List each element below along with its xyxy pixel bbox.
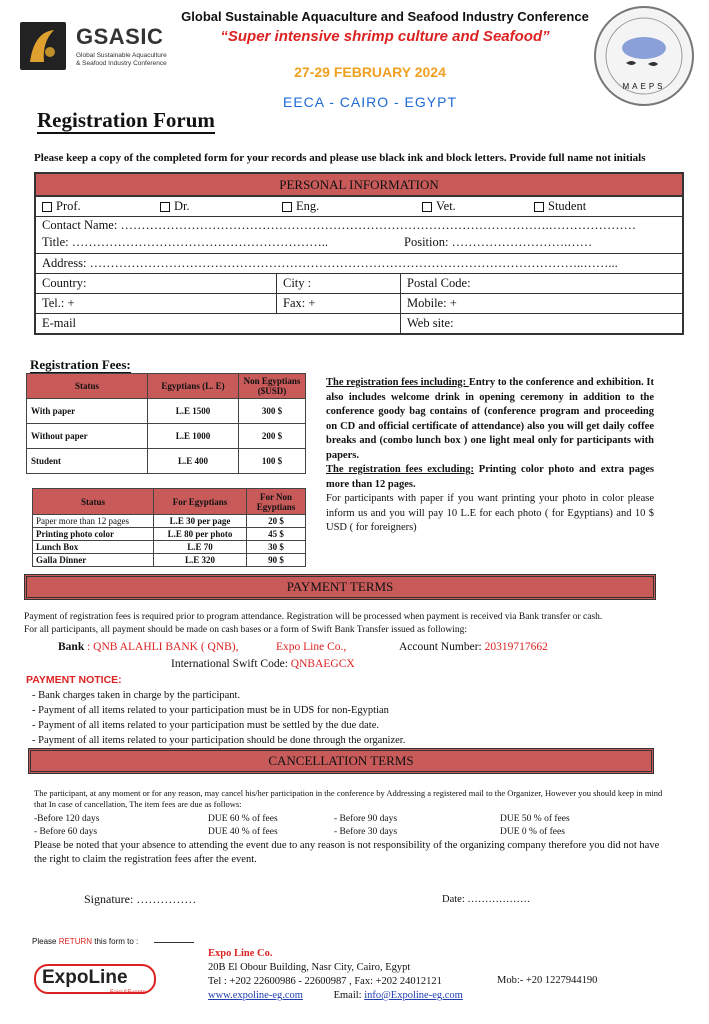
seal-text: MAEPS bbox=[622, 82, 666, 91]
extra-header-status: Status bbox=[33, 489, 154, 515]
checkbox-icon[interactable] bbox=[160, 202, 170, 212]
footer-contact bbox=[208, 947, 463, 1003]
registration-fees-table bbox=[26, 373, 306, 474]
extra-cell: 45 $ bbox=[247, 528, 306, 541]
photo-note: For participants with paper if you want printing your photo in color please inform us and you will pay 10 L.E for each photo ( for Egyptians) and 10 $ USD ( for foreigners) bbox=[326, 493, 654, 533]
option-student[interactable] bbox=[528, 199, 648, 214]
option-eng[interactable] bbox=[276, 199, 416, 214]
personal-info-heading-text: PERSONAL INFORMATION bbox=[279, 176, 439, 192]
fees-header-non-egyptians: Non Egyptians ($USD) bbox=[239, 374, 306, 399]
extra-header-egyptians: For Egyptians bbox=[154, 489, 247, 515]
option-label: Dr. bbox=[174, 199, 190, 213]
return-post: this form to : bbox=[92, 937, 139, 946]
fees-cell: With paper bbox=[27, 399, 148, 424]
fax-field[interactable]: Fax: + bbox=[276, 294, 400, 313]
swift-value: QNBAEGCX bbox=[290, 658, 355, 670]
logo-subtext-2: & Seafood Industry Conference bbox=[76, 60, 167, 67]
form-instructions: Please keep a copy of the completed form for your records and please use black ink and block letters. Provide full name not initials bbox=[34, 152, 646, 164]
schedule-cell: DUE 0 % of fees bbox=[500, 827, 565, 837]
fees-header-egyptians: Egyptians (L. E) bbox=[148, 374, 239, 399]
extra-header-non-egyptians: For Non Egyptians bbox=[247, 489, 306, 515]
payment-terms-heading-text: PAYMENT TERMS bbox=[286, 579, 394, 594]
title-field[interactable]: Title: …………………………………………………….. bbox=[42, 235, 329, 249]
checkbox-icon[interactable] bbox=[534, 202, 544, 212]
option-dr[interactable] bbox=[154, 199, 276, 214]
tel-field[interactable]: Tel.: + bbox=[42, 296, 75, 310]
extra-cell: L.E 320 bbox=[154, 554, 247, 567]
personal-information-section bbox=[34, 172, 684, 335]
table-row bbox=[27, 449, 306, 474]
fees-cell: L.E 1000 bbox=[148, 424, 239, 449]
fees-including-label: The registration fees including: bbox=[326, 377, 469, 388]
extra-cell: Paper more than 12 pages bbox=[33, 515, 154, 528]
payment-notice-title: PAYMENT NOTICE: bbox=[26, 674, 122, 686]
expoline-logo-sub: Fairs&Events bbox=[110, 990, 146, 996]
checkbox-icon[interactable] bbox=[42, 202, 52, 212]
fees-cell: Student bbox=[27, 449, 148, 474]
payment-terms-heading bbox=[24, 574, 656, 600]
fees-cell: 300 $ bbox=[239, 399, 306, 424]
schedule-cell: DUE 50 % of fees bbox=[500, 814, 570, 824]
bank-value: : QNB ALAHLI BANK ( QNB), bbox=[87, 641, 239, 653]
form-title: Registration Forum bbox=[37, 108, 215, 132]
option-label: Prof. bbox=[56, 199, 81, 213]
address-row bbox=[36, 253, 682, 273]
fees-description bbox=[326, 376, 654, 536]
location-row bbox=[36, 273, 682, 293]
conference-title: Global Sustainable Aquaculture and Seafood Industry Conference bbox=[181, 9, 589, 24]
expoline-logo-text: ExpoLine bbox=[42, 967, 128, 988]
table-row bbox=[33, 528, 306, 541]
option-label: Vet. bbox=[436, 199, 456, 213]
extra-cell: 20 $ bbox=[247, 515, 306, 528]
schedule-cell: - Before 30 days bbox=[334, 827, 398, 837]
table-row bbox=[34, 813, 570, 826]
conference-venue: EECA - CAIRO - EGYPT bbox=[282, 94, 458, 110]
table-row bbox=[33, 554, 306, 567]
return-highlight: RETURN bbox=[58, 937, 93, 946]
fees-excluding-label: The registration fees excluding: bbox=[326, 464, 474, 475]
fees-cell: L.E 400 bbox=[148, 449, 239, 474]
account-value: 20319717662 bbox=[484, 641, 548, 653]
account-line bbox=[399, 641, 548, 653]
email-row bbox=[36, 313, 682, 333]
list-item: - Payment of all items related to your participation must be settled by the due date. bbox=[32, 720, 379, 731]
logo-text: GSASIC bbox=[76, 24, 164, 49]
table-row bbox=[34, 826, 570, 839]
extra-cell: L.E 30 per page bbox=[154, 515, 247, 528]
table-row bbox=[27, 399, 306, 424]
list-item: - Payment of all items related to your participation must be in UDS for non-Egyptian bbox=[32, 705, 389, 716]
conference-dates: 27-29 FEBRUARY 2024 bbox=[294, 64, 446, 80]
footer-tel: Tel : +202 22600986 - 22600987 , Fax: +202 24012121 bbox=[208, 976, 442, 987]
fees-cell: L.E 1500 bbox=[148, 399, 239, 424]
checkbox-icon[interactable] bbox=[282, 202, 292, 212]
schedule-cell: DUE 40 % of fees bbox=[208, 827, 278, 837]
option-label: Eng. bbox=[296, 199, 320, 213]
logo-subtext-1: Global Sustainable Aquaculture bbox=[76, 52, 167, 59]
maeps-seal bbox=[594, 6, 694, 106]
cancellation-paragraph: The participant, at any moment or for any reason, may cancel his/her participation in the conference by Addressing a registered mail to the Organizer, However you should keep in mind that In case of cancellation, The item fees are due as follows: bbox=[34, 788, 663, 809]
footer-phone-line bbox=[208, 975, 463, 989]
phone-row bbox=[36, 293, 682, 313]
expoline-logo bbox=[34, 962, 154, 998]
checkbox-icon[interactable] bbox=[422, 202, 432, 212]
list-item: - Payment of all items related to your participation should be done through the organizer. bbox=[32, 735, 406, 746]
website-field[interactable]: Web site: bbox=[400, 314, 682, 333]
footer-company: Expo Line Co. bbox=[208, 948, 273, 959]
footer-web-line bbox=[208, 989, 463, 1003]
payment-paragraph-1: Payment of registration fees is required prior to program attendance. Registration will be processed when payment is received via Bank transfer or cash. bbox=[24, 612, 603, 622]
address-field[interactable]: Address: ………………………………………………………………………………………………………..……... bbox=[42, 256, 618, 270]
city-field[interactable]: City : bbox=[276, 274, 400, 293]
position-field[interactable]: Position: ……………………….…… bbox=[404, 235, 593, 249]
date-field[interactable]: Date: ……………… bbox=[442, 894, 531, 905]
cancellation-schedule bbox=[34, 813, 570, 839]
table-row bbox=[33, 541, 306, 554]
fees-header-status: Status bbox=[27, 374, 148, 399]
cancellation-heading-text: CANCELLATION TERMS bbox=[268, 753, 414, 768]
extra-cell: Galla Dinner bbox=[33, 554, 154, 567]
return-pre: Please bbox=[32, 937, 59, 946]
extra-cell: 90 $ bbox=[247, 554, 306, 567]
payment-paragraph-2: For all participants, all payment should be made on cash bases or a form of Swift Bank Transfer issued as following: bbox=[24, 625, 467, 635]
footer-mobile: Mob:- +20 1227944190 bbox=[497, 975, 598, 986]
fees-including-text: Entry to the conference and exhibition. It also includes welcome drink in opening ceremony in addition to the conference goody bag contains of (conference program and proceeding on CD and official certificate of attendance) also you will get daily coffee breaks and (combo lunch box ) one light meal only for participants with papers. bbox=[326, 377, 654, 461]
fees-cell: 200 $ bbox=[239, 424, 306, 449]
account-label: Account Number: bbox=[399, 641, 482, 653]
return-divider bbox=[154, 942, 194, 943]
cancellation-terms-heading bbox=[28, 748, 654, 774]
option-label: Student bbox=[548, 199, 587, 213]
conference-subtitle: “Super intensive shrimp culture and Seafood” bbox=[220, 28, 550, 45]
extra-cell: L.E 70 bbox=[154, 541, 247, 554]
payment-notices bbox=[32, 688, 405, 748]
schedule-cell: - Before 90 days bbox=[334, 814, 398, 824]
registration-fees-title: Registration Fees: bbox=[30, 357, 131, 372]
schedule-cell: - Before 60 days bbox=[34, 827, 98, 837]
logo-mark-icon bbox=[20, 22, 66, 70]
swift-label: International Swift Code: bbox=[171, 658, 288, 670]
extra-cell: Printing photo color bbox=[33, 528, 154, 541]
bank-line bbox=[58, 641, 239, 653]
gsasic-logo bbox=[20, 22, 170, 72]
bank-label: Bank bbox=[58, 641, 85, 653]
extra-cell: L.E 80 per photo bbox=[154, 528, 247, 541]
option-prof[interactable] bbox=[36, 199, 154, 214]
list-item: - Bank charges taken in charge by the participant. bbox=[32, 690, 241, 701]
country-field[interactable]: Country: bbox=[42, 276, 87, 290]
schedule-cell: DUE 60 % of fees bbox=[208, 814, 278, 824]
swift-line bbox=[171, 658, 355, 670]
cancellation-note: Please be noted that your absence to attending the event due to any reason is not responsibility of the organizing company therefore you did not have the right to claim the registration fees after the event. bbox=[34, 840, 660, 865]
fees-excluding-text: Printing color photo and extra pages more than 12 pages. bbox=[326, 464, 654, 490]
footer-email-label: Email: bbox=[333, 990, 362, 1001]
contact-name-field[interactable]: Contact Name: ………………………………………………………………………………………….………………… bbox=[42, 218, 637, 232]
fees-cell: 100 $ bbox=[239, 449, 306, 474]
table-row bbox=[33, 515, 306, 528]
table-row bbox=[27, 424, 306, 449]
postal-code-field[interactable]: Postal Code: bbox=[400, 274, 682, 293]
footer-address: 20B El Obour Building, Nasr City, Cairo, Egypt bbox=[208, 962, 411, 973]
personal-info-heading bbox=[36, 174, 682, 196]
email-field[interactable]: E-mail bbox=[42, 316, 77, 330]
fees-cell: Without paper bbox=[27, 424, 148, 449]
bank-company: Expo Line Co., bbox=[276, 641, 347, 653]
title-options-row bbox=[36, 196, 682, 216]
schedule-cell: -Before 120 days bbox=[34, 814, 100, 824]
extra-cell: 30 $ bbox=[247, 541, 306, 554]
return-note bbox=[32, 937, 138, 946]
option-vet[interactable] bbox=[416, 199, 528, 214]
extra-fees-table bbox=[32, 488, 306, 567]
footer-email-link[interactable]: info@Expoline-eg.com bbox=[364, 990, 463, 1001]
footer-website-link[interactable]: www.expoline-eg.com bbox=[208, 990, 303, 1001]
contact-row bbox=[36, 216, 682, 253]
signature-field[interactable]: Signature: …………… bbox=[84, 892, 197, 906]
mobile-field[interactable]: Mobile: + bbox=[400, 294, 682, 313]
extra-cell: Lunch Box bbox=[33, 541, 154, 554]
